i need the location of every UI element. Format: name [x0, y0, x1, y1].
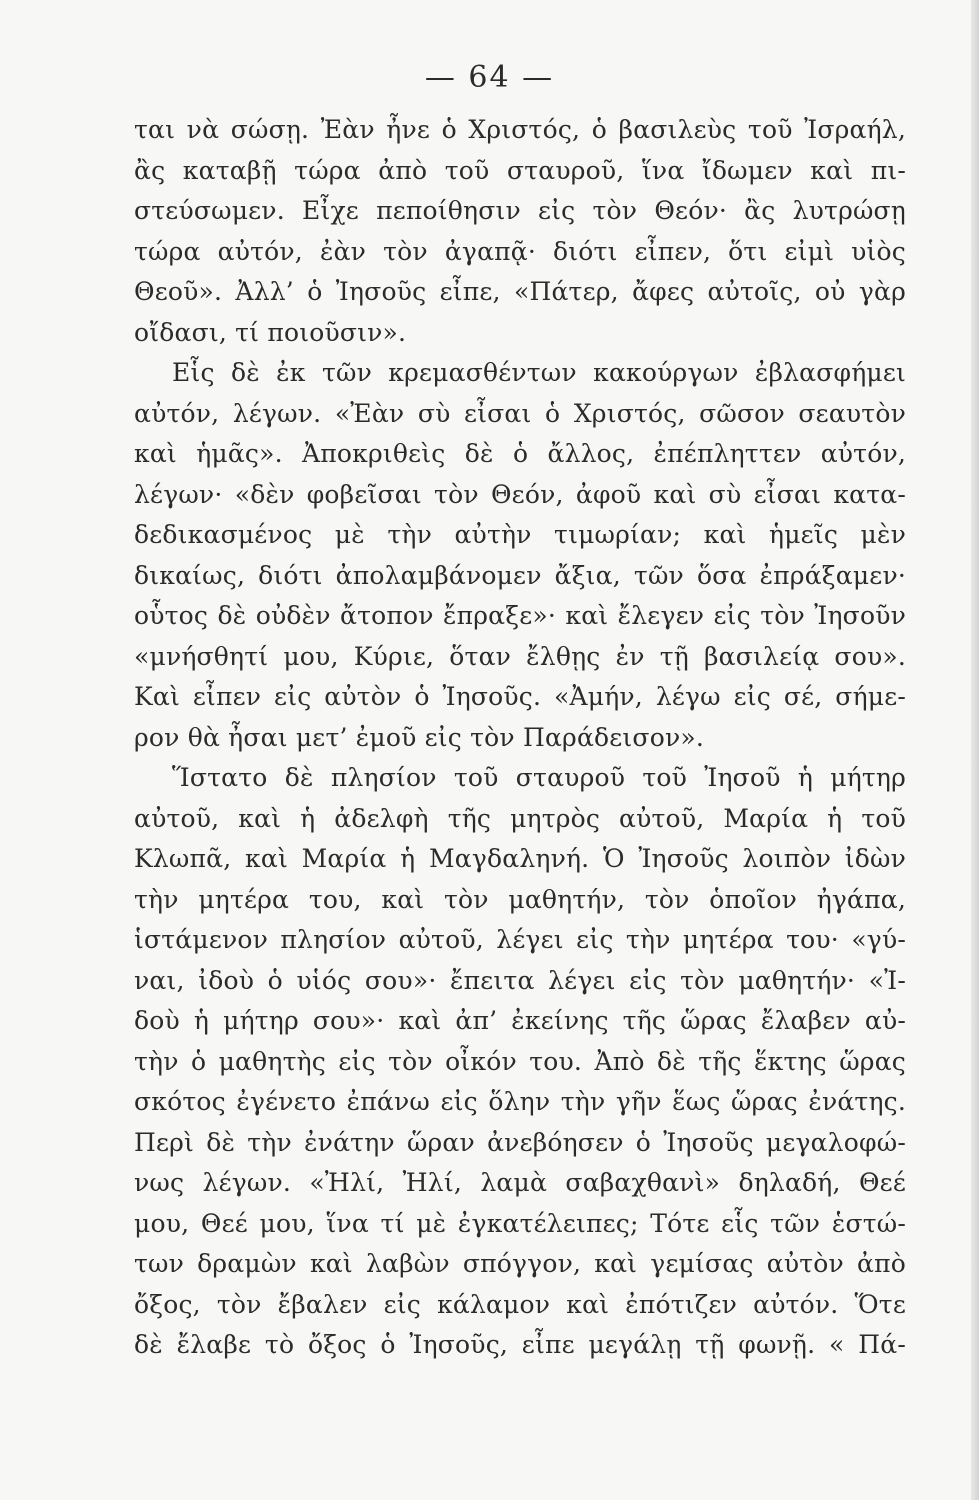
text-line: ἱστάμενον πλησίον αὐτοῦ, λέγει εἰς τὴν μητέρα του· «γύ-	[134, 925, 906, 954]
text-line: δὲ ἔλαβε τὸ ὄξος ὁ Ἰησοῦς, εἶπε μεγάλῃ τῇ φωνῇ. « Πά-	[134, 1330, 906, 1359]
text-line: στεύσωμεν. Εἶχε πεποίθησιν εἰς τὸν Θεόν· ἂς λυτρώσῃ	[134, 196, 906, 225]
text-line: αὐτόν, λέγων. «Ἐὰν σὺ εἶσαι ὁ Χριστός, σῶσον σεαυτὸν	[134, 398, 906, 428]
text-line: Θεοῦ». Ἀλλ’ ὁ Ἰησοῦς εἶπε, «Πάτερ, ἄφες αὐτοῖς, οὐ γὰρ	[134, 277, 906, 306]
text-line: σκότος ἐγένετο ἐπάνω εἰς ὅλην τὴν γῆν ἕως ὥρας ἐνάτης.	[134, 1087, 906, 1116]
text-line: τὴν ὁ μαθητὴς εἰς τὸν οἶκόν του. Ἀπὸ δὲ τῆς ἕκτης ὥρας	[134, 1046, 906, 1076]
text-line: τώρα αὐτόν, ἐὰν τὸν ἀγαπᾷ· διότι εἶπεν, ὅτι εἰμὶ υἱὸς	[134, 236, 906, 266]
text-line: οὗτος δὲ οὐδὲν ἄτοπον ἔπραξε»· καὶ ἔλεγεν εἰς τὸν Ἰησοῦν	[134, 601, 906, 630]
text-line: Εἷς δὲ ἐκ τῶν κρεμασθέντων κακούργων ἐβλασφήμει	[172, 358, 906, 387]
text-line: καὶ ἡμᾶς». Ἀποκριθεὶς δὲ ὁ ἄλλος, ἐπέπληττεν αὐτόν,	[134, 439, 906, 468]
text-line: δοὺ ἡ μήτηρ σου»· καὶ ἀπ’ ἐκείνης τῆς ὥρας ἔλαβεν αὐ-	[134, 1006, 906, 1035]
text-line: δεδικασμένος μὲ τὴν αὐτὴν τιμωρίαν; καὶ ἡμεῖς μὲν	[134, 520, 906, 549]
text-line: ὄξος, τὸν ἔβαλεν εἰς κάλαμον καὶ ἐπότιζεν αὐτόν. Ὅτε	[134, 1289, 906, 1319]
text-line: νως λέγων. «Ἠλί, Ἠλί, λαμὰ σαβαχθανὶ» δηλαδή, Θεέ	[134, 1168, 906, 1197]
text-line: των δραμὼν καὶ λαβὼν σπόγγον, καὶ γεμίσας αὐτὸν ἀπὸ	[134, 1249, 906, 1278]
text-line: τὴν μητέρα του, καὶ τὸν μαθητήν, τὸν ὁποῖον ἠγάπα,	[134, 884, 906, 914]
text-line: ρον θὰ ἦσαι μετ’ ἐμοῦ εἰς τὸν Παράδεισον».	[134, 722, 704, 752]
page-edge	[971, 0, 979, 1500]
text-line: ναι, ἰδοὺ ὁ υἱός σου»· ἔπειτα λέγει εἰς τὸν μαθητήν· «Ἰ-	[134, 965, 906, 995]
text-line: δικαίως, διότι ἀπολαμβάνομεν ἄξια, τῶν ὅσα ἐπράξαμεν·	[134, 560, 906, 590]
text-line: Ἵστατο δὲ πλησίον τοῦ σταυροῦ τοῦ Ἰησοῦ ἡ μήτηρ	[172, 763, 906, 792]
text-line: μου, Θεέ μου, ἵνα τί μὲ ἐγκατέλειπες; Τότε εἷς τῶν ἑστώ-	[134, 1208, 906, 1238]
text-line: «μνήσθητί μου, Κύριε, ὅταν ἔλθῃς ἐν τῇ βασιλείᾳ σου».	[134, 641, 906, 671]
text-line: Περὶ δὲ τὴν ἐνάτην ὥραν ἀνεβόησεν ὁ Ἰησοῦς μεγαλοφώ-	[134, 1127, 906, 1157]
body-text	[134, 110, 906, 1366]
text-line: λέγων· «δὲν φοβεῖσαι τὸν Θεόν, ἀφοῦ καὶ σὺ εἶσαι κατα-	[134, 479, 906, 509]
text-line: Καὶ εἶπεν εἰς αὐτὸν ὁ Ἰησοῦς. «Ἀμήν, λέγω εἰς σέ, σήμε-	[134, 682, 906, 711]
text-line: ἂς καταβῇ τώρα ἀπὸ τοῦ σταυροῦ, ἵνα ἴδωμεν καὶ πι-	[134, 155, 906, 185]
text-line: Κλωπᾶ, καὶ Μαρία ἡ Μαγδαληνή. Ὁ Ἰησοῦς λοιπὸν ἰδὼν	[134, 844, 906, 873]
text-line: αὐτοῦ, καὶ ἡ ἀδελφὴ τῆς μητρὸς αὐτοῦ, Μαρία ἡ τοῦ	[134, 803, 906, 833]
text-line: ται νὰ σώσῃ. Ἐὰν ἦνε ὁ Χριστός, ὁ βασιλεὺς τοῦ Ἰσραήλ,	[134, 115, 906, 144]
text-line: οἴδασι, τί ποιοῦσιν».	[134, 317, 407, 347]
page-number: — 64 —	[424, 60, 555, 95]
